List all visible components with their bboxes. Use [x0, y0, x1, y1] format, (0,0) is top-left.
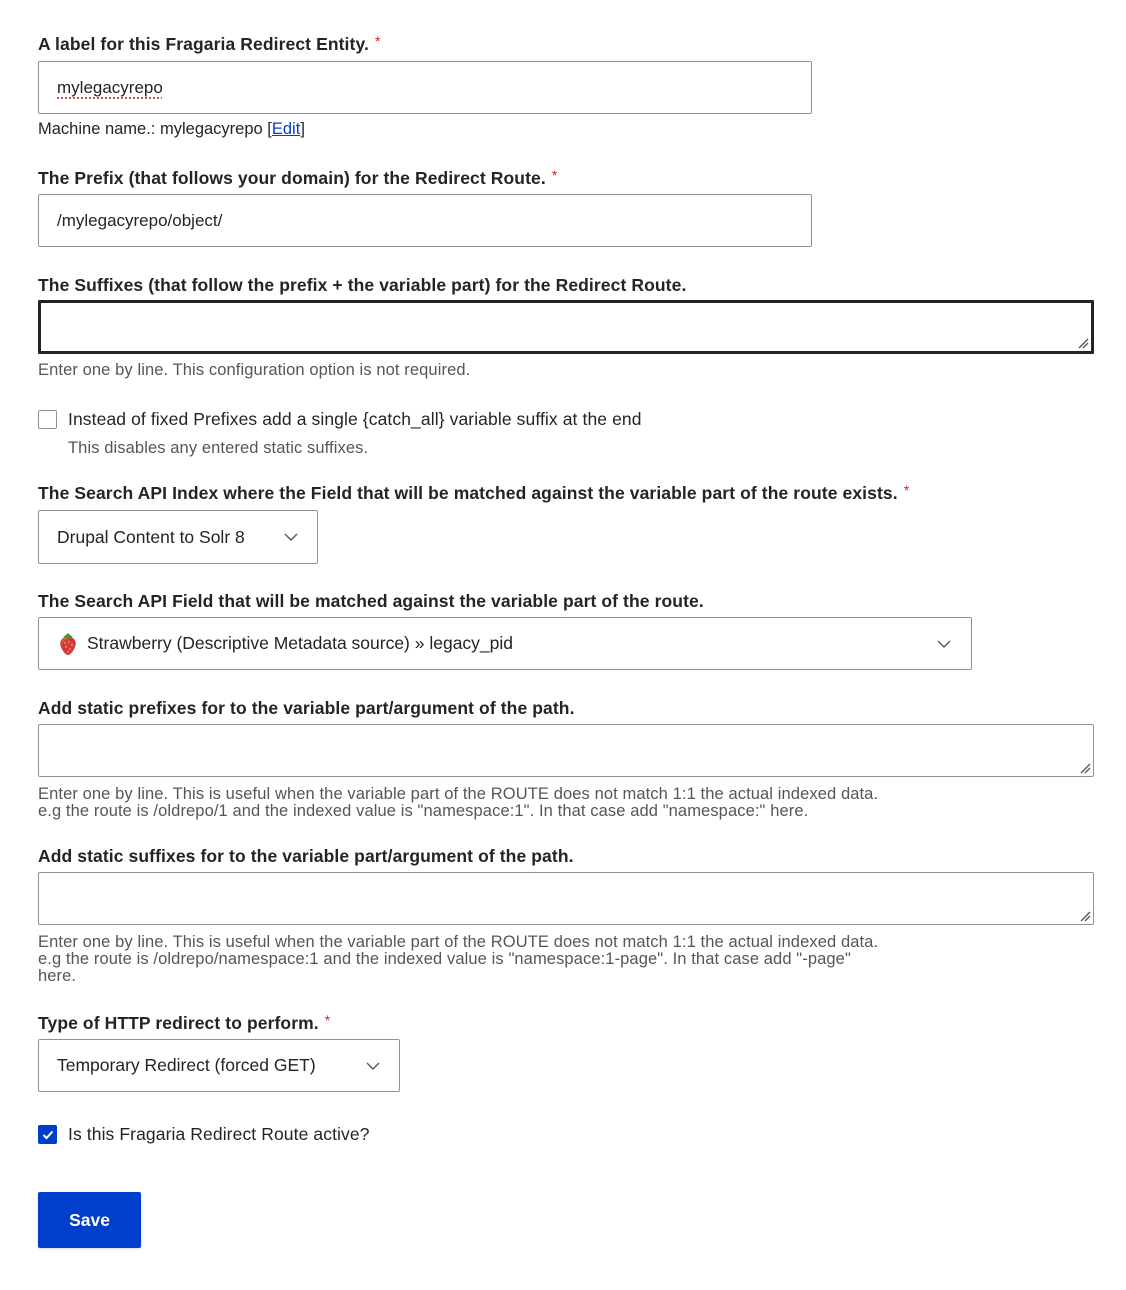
machine-name-edit-link[interactable]: Edit: [271, 120, 301, 138]
label-field-label-row: [38, 33, 380, 55]
static-suffixes-description: [38, 934, 878, 985]
static-suffixes-label: Add static suffixes for to the variable part/argument of the path.: [38, 846, 574, 866]
search-field-select[interactable]: [38, 617, 972, 670]
required-marker: *: [903, 482, 910, 498]
redirect-type-label-row: [38, 1012, 330, 1034]
required-marker: *: [374, 33, 381, 49]
machine-name-suffix: ]: [300, 120, 305, 138]
machine-name-text: Machine name.: mylegacyrepo [: [38, 120, 272, 138]
description-line: Enter one by line. This is useful when the variable part of the ROUTE does not match 1:1 the actual indexed data.: [38, 933, 879, 951]
redirect-type-label: Type of HTTP redirect to perform.: [38, 1013, 319, 1033]
description-line: e.g the route is /oldrepo/namespace:1 and the indexed value is "namespace:1-page". In that case add "-page": [38, 950, 851, 968]
active-checkbox[interactable]: [38, 1125, 57, 1144]
static-prefixes-label-row: [38, 697, 575, 719]
resize-handle-icon[interactable]: [1079, 762, 1091, 774]
catch-all-checkbox[interactable]: [38, 410, 57, 429]
description-line: Enter one by line. This is useful when the variable part of the ROUTE does not match 1:1 the actual indexed data.: [38, 785, 879, 803]
redirect-type-selected: Temporary Redirect (forced GET): [57, 1055, 316, 1075]
catch-all-description: This disables any entered static suffixes.: [68, 439, 369, 457]
static-suffixes-textarea[interactable]: [38, 872, 1094, 925]
label-input-value: mylegacyrepo: [57, 77, 163, 97]
search-field-selected: Strawberry (Descriptive Metadata source) » legacy_pid: [87, 633, 514, 653]
required-marker: *: [551, 167, 558, 183]
redirect-type-select[interactable]: [38, 1039, 400, 1092]
static-prefixes-textarea[interactable]: [38, 724, 1094, 777]
static-prefixes-description: [38, 786, 878, 820]
label-field-label: A label for this Fragaria Redirect Entity.: [38, 34, 369, 54]
chevron-down-icon: [366, 1062, 380, 1070]
suffixes-field-label-row: [38, 274, 686, 296]
resize-handle-icon[interactable]: [1079, 910, 1091, 922]
suffixes-description: Enter one by line. This configuration option is not required.: [38, 361, 471, 379]
suffixes-textarea[interactable]: [38, 300, 1094, 354]
search-index-selected: Drupal Content to Solr 8: [57, 526, 245, 547]
prefix-input[interactable]: [38, 194, 812, 247]
prefix-input-value: /mylegacyrepo/object/: [57, 210, 223, 230]
search-field-label: The Search API Field that will be matched against the variable part of the route.: [38, 591, 704, 611]
prefix-field-label-row: [38, 167, 557, 189]
label-input[interactable]: [38, 61, 812, 114]
search-index-label: The Search API Index where the Field that will be matched against the variable part of the route exists.: [38, 483, 898, 503]
catch-all-checkbox-label[interactable]: Instead of fixed Prefixes add a single {catch_all} variable suffix at the end: [68, 409, 642, 429]
active-checkbox-label[interactable]: Is this Fragaria Redirect Route active?: [68, 1124, 370, 1144]
description-line: e.g the route is /oldrepo/1 and the indexed value is "namespace:1". In that case add "namespace:" here.: [38, 802, 809, 820]
resize-handle-icon[interactable]: [1077, 337, 1089, 349]
static-prefixes-label: Add static prefixes for to the variable part/argument of the path.: [38, 698, 575, 718]
search-field-label-row: [38, 590, 704, 612]
search-index-label-row: [38, 482, 909, 504]
save-button[interactable]: Save: [38, 1192, 141, 1248]
machine-name: [38, 120, 305, 139]
description-line: here.: [38, 967, 77, 985]
strawberry-icon: [57, 632, 79, 656]
required-marker: *: [324, 1012, 331, 1028]
search-index-select[interactable]: [38, 510, 318, 564]
suffixes-field-label: The Suffixes (that follow the prefix + the variable part) for the Redirect Route.: [38, 275, 687, 295]
chevron-down-icon: [937, 640, 951, 648]
chevron-down-icon: [284, 533, 298, 541]
prefix-field-label: The Prefix (that follows your domain) for the Redirect Route.: [38, 168, 546, 188]
static-suffixes-label-row: [38, 845, 574, 867]
checkmark-icon: [42, 1130, 54, 1140]
